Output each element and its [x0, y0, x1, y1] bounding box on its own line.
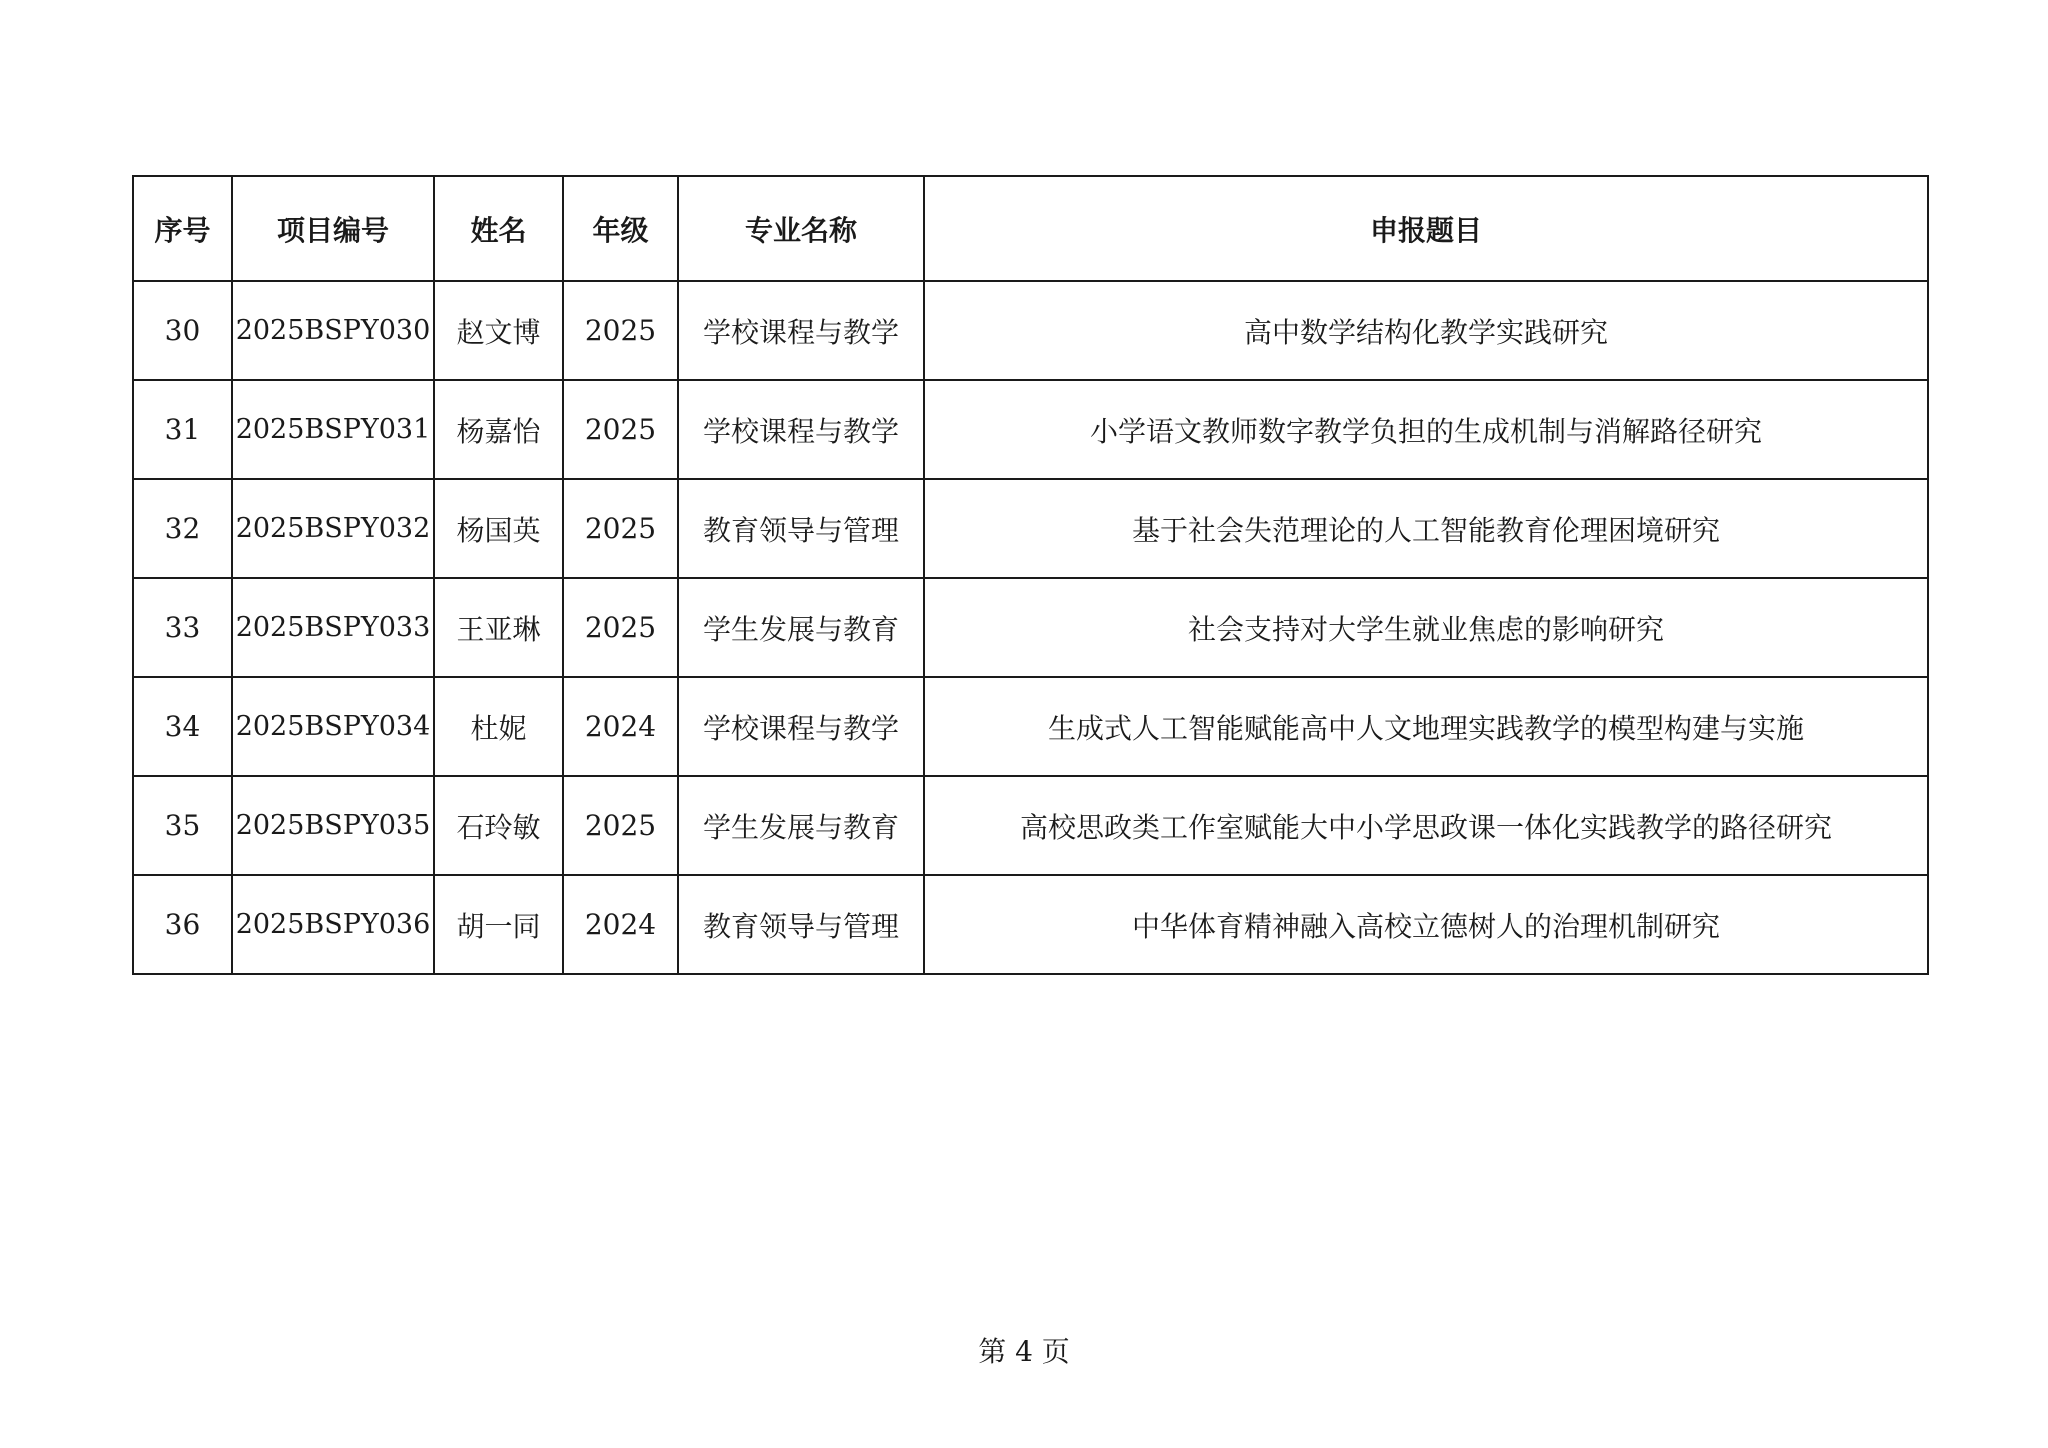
cell-major: 教育领导与管理 [678, 479, 924, 578]
cell-index: 36 [133, 875, 232, 974]
cell-index: 31 [133, 380, 232, 479]
table-header-row [133, 176, 1928, 281]
cell-project-code: 2025BSPY030 [232, 281, 434, 380]
project-table [132, 175, 1929, 975]
cell-grade: 2024 [563, 677, 678, 776]
page-number: 第 4 页 [978, 1335, 1070, 1368]
cell-grade: 2025 [563, 776, 678, 875]
header-index: 序号 [133, 176, 232, 281]
cell-grade: 2024 [563, 875, 678, 974]
cell-name: 石玲敏 [434, 776, 563, 875]
cell-title: 小学语文教师数字教学负担的生成机制与消解路径研究 [924, 380, 1928, 479]
cell-name: 杨国英 [434, 479, 563, 578]
cell-name: 杨嘉怡 [434, 380, 563, 479]
header-grade: 年级 [563, 176, 678, 281]
cell-title: 基于社会失范理论的人工智能教育伦理困境研究 [924, 479, 1928, 578]
cell-major: 学校课程与教学 [678, 380, 924, 479]
cell-index: 35 [133, 776, 232, 875]
cell-project-code: 2025BSPY033 [232, 578, 434, 677]
table-row [133, 875, 1928, 974]
cell-grade: 2025 [563, 578, 678, 677]
table-row [133, 281, 1928, 380]
table-row [133, 677, 1928, 776]
table-row [133, 776, 1928, 875]
cell-title: 社会支持对大学生就业焦虑的影响研究 [924, 578, 1928, 677]
cell-major: 学生发展与教育 [678, 776, 924, 875]
header-title: 申报题目 [924, 176, 1928, 281]
cell-project-code: 2025BSPY035 [232, 776, 434, 875]
cell-title: 高中数学结构化教学实践研究 [924, 281, 1928, 380]
cell-name: 王亚琳 [434, 578, 563, 677]
cell-index: 34 [133, 677, 232, 776]
table-row [133, 479, 1928, 578]
header-name: 姓名 [434, 176, 563, 281]
cell-index: 33 [133, 578, 232, 677]
cell-name: 杜妮 [434, 677, 563, 776]
header-project-code: 项目编号 [232, 176, 434, 281]
cell-title: 高校思政类工作室赋能大中小学思政课一体化实践教学的路径研究 [924, 776, 1928, 875]
cell-grade: 2025 [563, 479, 678, 578]
cell-title: 中华体育精神融入高校立德树人的治理机制研究 [924, 875, 1928, 974]
cell-project-code: 2025BSPY034 [232, 677, 434, 776]
cell-index: 30 [133, 281, 232, 380]
cell-title: 生成式人工智能赋能高中人文地理实践教学的模型构建与实施 [924, 677, 1928, 776]
cell-grade: 2025 [563, 380, 678, 479]
table-row [133, 578, 1928, 677]
cell-major: 学校课程与教学 [678, 281, 924, 380]
cell-grade: 2025 [563, 281, 678, 380]
header-major: 专业名称 [678, 176, 924, 281]
cell-project-code: 2025BSPY032 [232, 479, 434, 578]
cell-project-code: 2025BSPY031 [232, 380, 434, 479]
cell-major: 学校课程与教学 [678, 677, 924, 776]
table-row [133, 380, 1928, 479]
cell-index: 32 [133, 479, 232, 578]
cell-project-code: 2025BSPY036 [232, 875, 434, 974]
cell-major: 学生发展与教育 [678, 578, 924, 677]
cell-major: 教育领导与管理 [678, 875, 924, 974]
cell-name: 赵文博 [434, 281, 563, 380]
cell-name: 胡一同 [434, 875, 563, 974]
